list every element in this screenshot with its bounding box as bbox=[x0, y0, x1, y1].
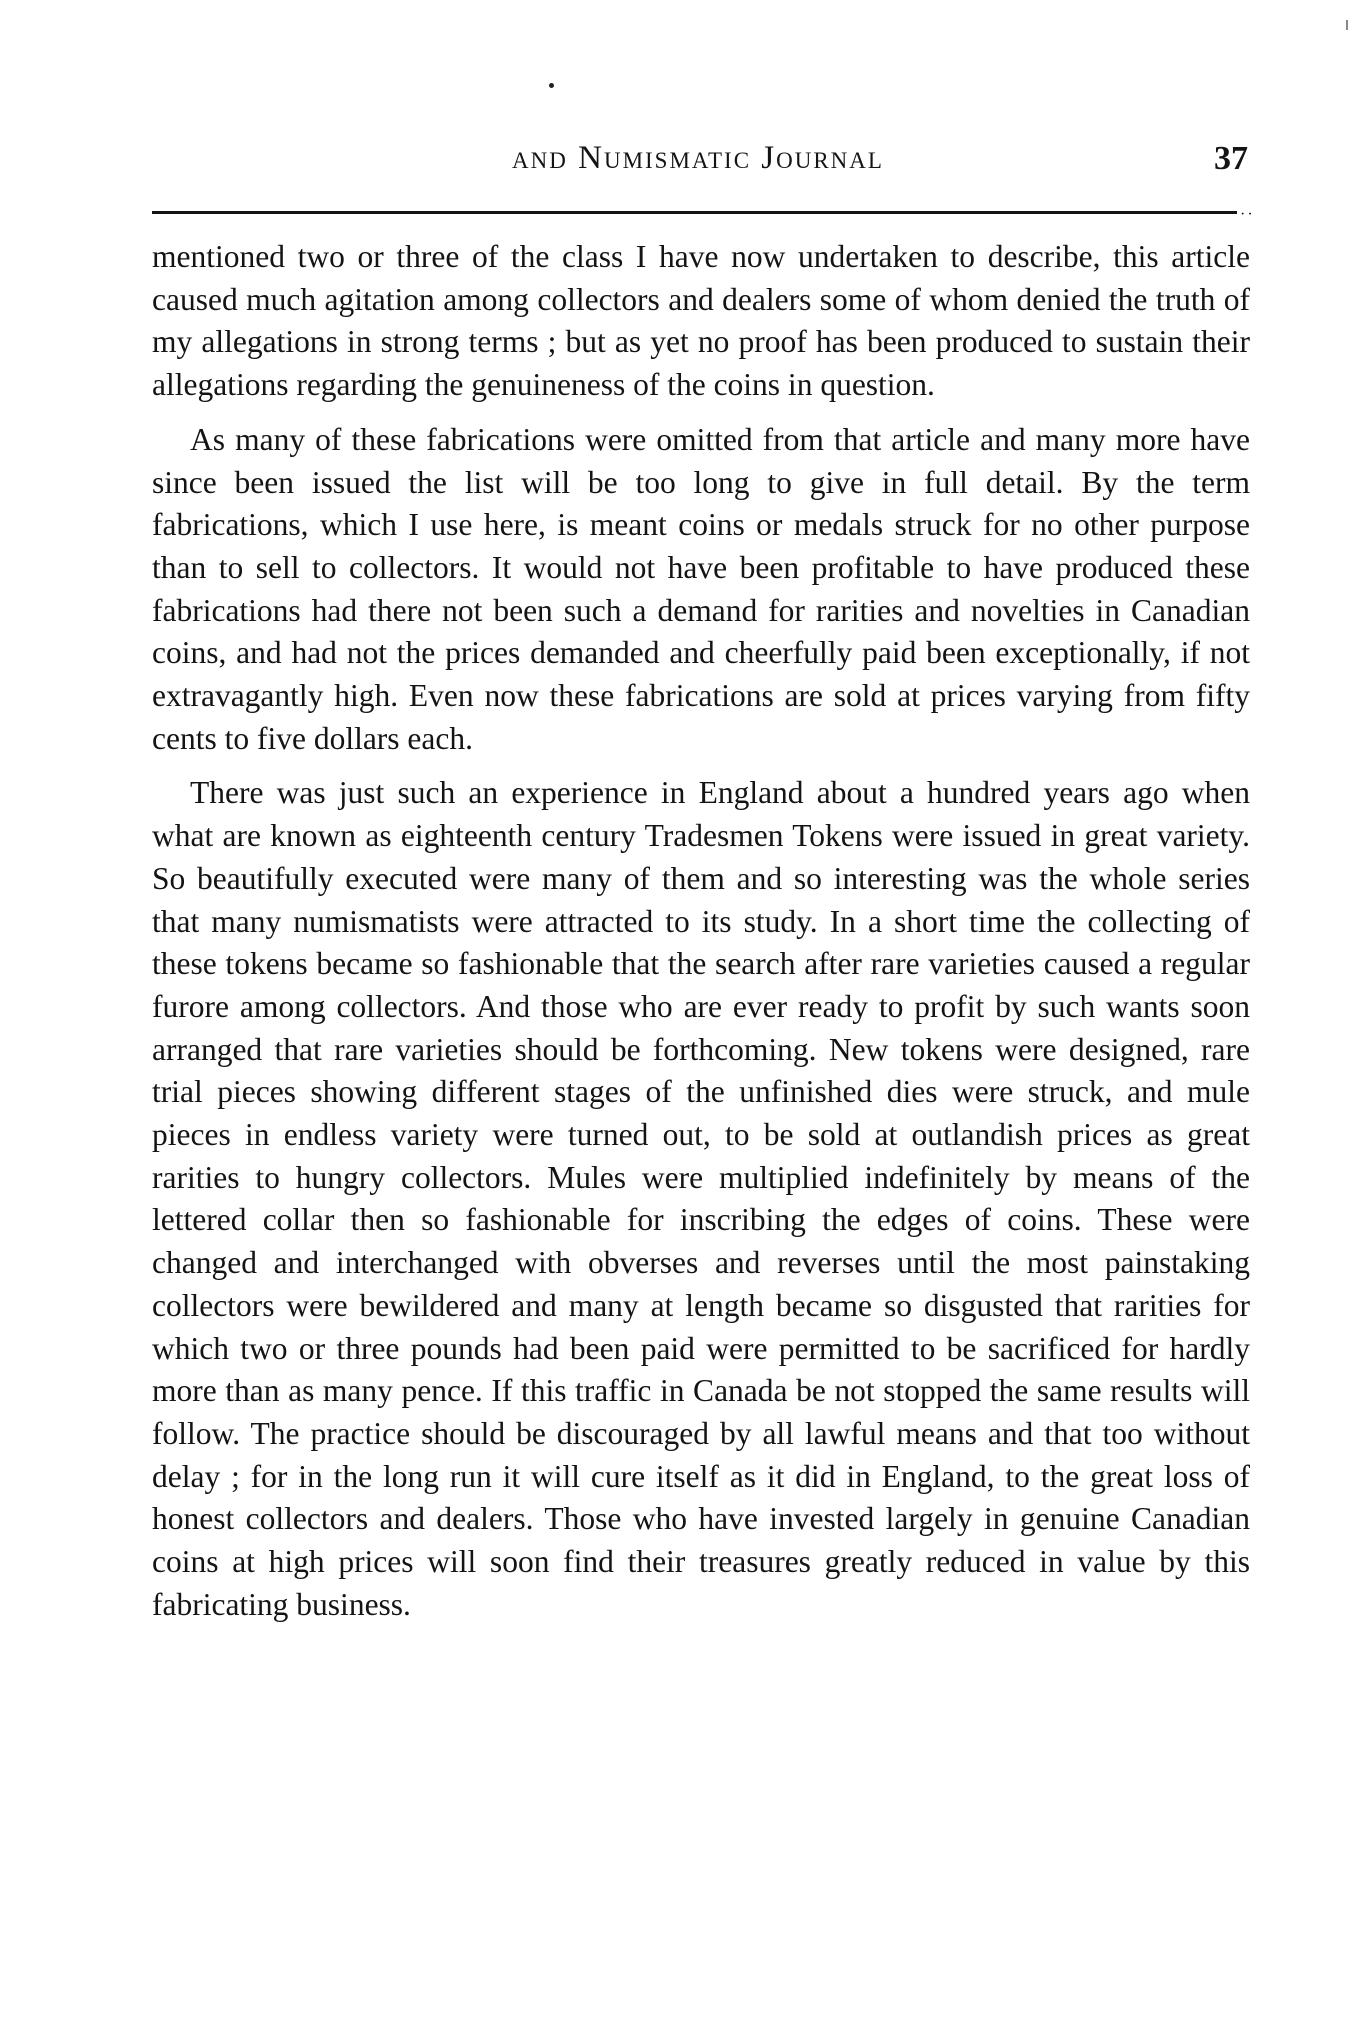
paragraph-fabrications: As many of these fabrications were omitted from that article and many more have since been issued the list will be too long to give in full detail. By the term fabrications, which I use here, is meant coins or medals struck for no other purpose than to sell to collectors. It would not have been profitable to have produced these fabrications had there not been such a demand for rarities and novelties in Canadian coins, and had not the prices demanded and cheerfully paid been exceptionally, if not extravagantly high. Even now these fabrications are sold at prices varying from fifty cents to five dollars each. bbox=[152, 421, 1250, 756]
article-body bbox=[152, 236, 1250, 1627]
header-rule-dots: ·· bbox=[1240, 206, 1255, 223]
running-title: and Numismatic Journal bbox=[512, 140, 884, 176]
paragraph-continued: mentioned two or three of the class I have now undertaken to describe, this article caused much agitation among collectors and dealers some of whom denied the truth of my allegations in strong terms ; but as yet no proof has been produced to sustain their allegations regarding the genuineness of the coins in question. bbox=[152, 239, 1250, 403]
paragraph-england: There was just such an experience in England about a hundred years ago when what are known as eighteenth century Tradesmen Tokens were issued in great variety. So beautifully executed were many of them and so interesting was the whole series that many numismatists were attracted to its study. In a short time the collecting of these tokens became so fashionable that the search after rare varieties caused a regular furore among collectors. And those who are ever ready to profit by such wants soon arranged that rare varieties should be forthcoming. New tokens were designed, rare trial pieces showing different stages of the unfinished dies were struck, and mule pieces in endless variety were turned out, to be sold at outlandish prices as great rarities to hungry collectors. Mules were multiplied indefinitely by means of the lettered collar then so fashionable for inscribing the edges of coins. These were changed and interchanged with obverses and reverses until the most painstaking collectors were bewildered and many at length became so disgusted that rarities for which two or three pounds had been paid were permitted to be sacrificed for hardly more than as many pence. If this traffic in Canada be not stopped the same results will follow. The practice should be discouraged by all lawful means and that too without delay ; for in the long run it will cure itself as it did in England, to the great loss of honest collectors and dealers. Those who have invested largely in genuine Canadian coins at high prices will soon find their treasures greatly reduced in value by this fabricating business. bbox=[152, 775, 1250, 1622]
page-number: 37 bbox=[1214, 140, 1248, 177]
header-rule bbox=[152, 211, 1237, 214]
page-header bbox=[148, 140, 1248, 190]
scan-mark bbox=[1346, 20, 1348, 30]
print-speck bbox=[549, 83, 554, 88]
